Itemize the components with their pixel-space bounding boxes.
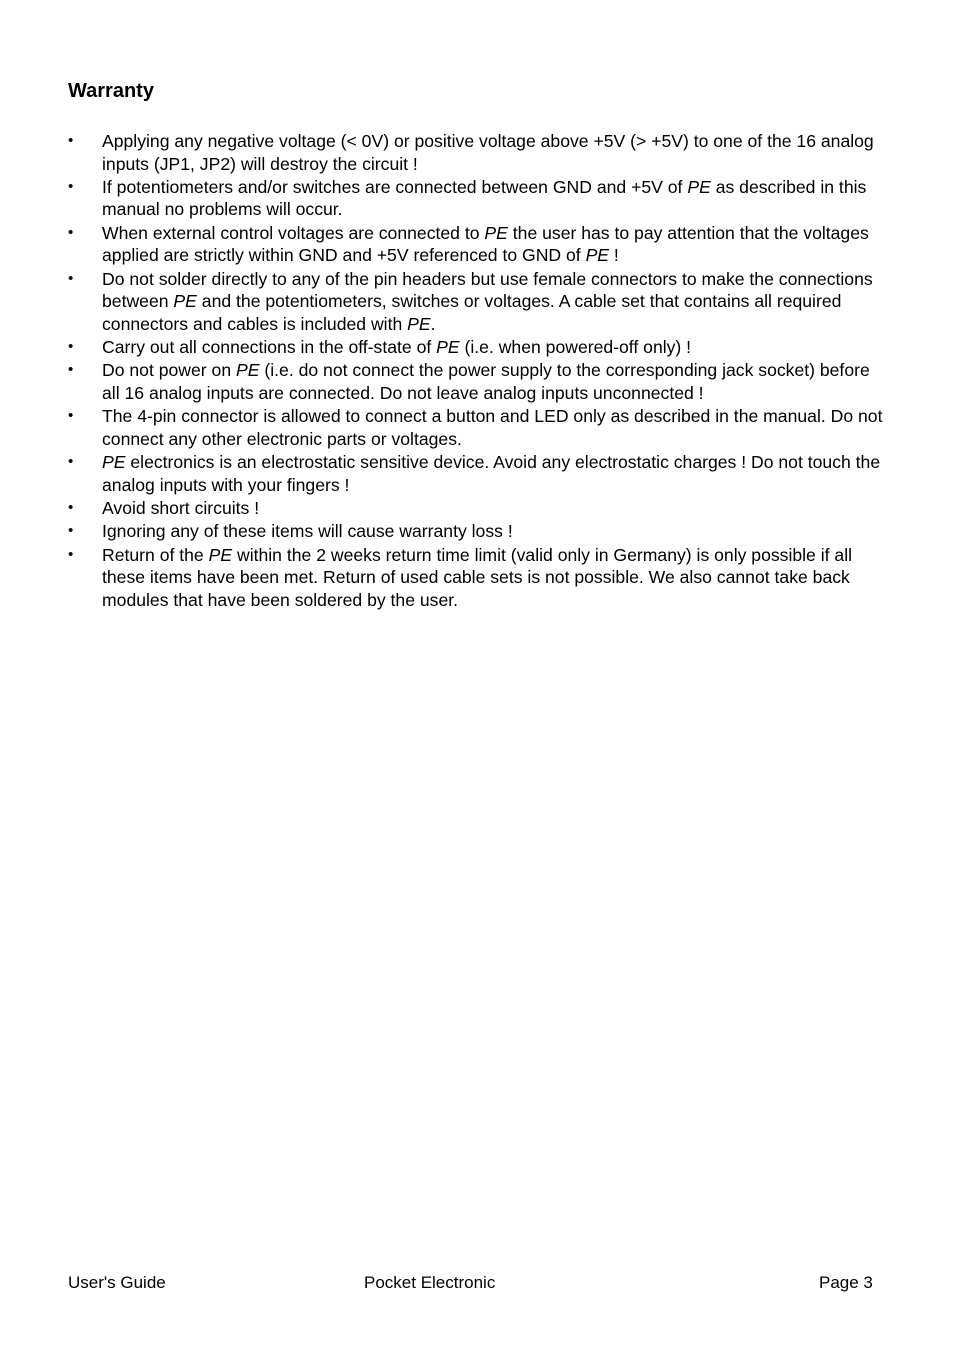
product-name-text: PE — [407, 313, 431, 334]
bullet-icon: • — [68, 361, 74, 379]
product-name-text: PE — [687, 176, 711, 197]
list-item-text: . — [430, 313, 436, 334]
list-item-text: When external control voltages are connected to — [102, 222, 485, 243]
list-item-text: within the 2 weeks return time limit (valid only in Germany) is only possible if all these items have been met. Return of used cable sets is not possible. We also cannot take back modules that have been soldered by the user. — [102, 544, 853, 610]
bullet-icon: • — [68, 223, 74, 241]
product-name-text: PE — [102, 452, 126, 473]
list-item — [68, 405, 888, 450]
list-item-text: Applying any negative voltage (< 0V) or positive voltage above +5V (> +5V) to one of the 16 analog inputs (JP1, JP2) will destroy the circuit ! — [102, 131, 874, 174]
footer-center: Pocket Electronic — [364, 1273, 496, 1292]
list-item-text: The 4-pin connector is allowed to connect a button and LED only as described in the manual. Do not connect any other electronic parts or voltages. — [102, 406, 883, 449]
list-item — [68, 544, 888, 612]
product-name-text: PE — [208, 544, 233, 565]
list-item — [68, 451, 888, 496]
list-item-text: (i.e. when powered-off only) ! — [459, 337, 692, 358]
list-item — [68, 268, 888, 336]
list-item-text: ! — [609, 245, 619, 266]
list-item-text: the user has to pay attention that the voltages applied are strictly within GND and +5V referenced to GND of — [102, 222, 869, 266]
bullet-icon: • — [68, 269, 74, 287]
footer-right: Page 3 — [819, 1273, 873, 1292]
list-item-text: Carry out all connections in the off-state of — [102, 337, 437, 358]
bullet-icon: • — [68, 499, 74, 516]
bullet-icon: • — [68, 407, 74, 425]
bullet-icon: • — [68, 453, 74, 471]
product-name-text: PE — [236, 360, 260, 381]
list-item-text: and the potentiometers, switches or voltages. A cable set that contains all required connectors and cables is included with — [102, 291, 842, 334]
product-name-text: PE — [173, 291, 197, 312]
warranty-list — [68, 130, 888, 612]
list-item — [68, 497, 888, 520]
list-item-text: (i.e. do not connect the power supply to the corresponding jack socket) before all 16 analog inputs are connected. Do not leave analog inputs unconnected ! — [102, 360, 870, 403]
footer-left: User's Guide — [68, 1273, 166, 1292]
list-item — [68, 336, 888, 359]
bullet-icon: • — [68, 522, 74, 540]
bullet-icon: • — [68, 132, 74, 149]
list-item — [68, 359, 888, 404]
list-item-text: Do not power on — [102, 360, 236, 381]
list-item — [68, 520, 888, 543]
product-name-text: PE — [484, 222, 508, 243]
bullet-icon: • — [68, 177, 74, 195]
list-item — [68, 176, 888, 221]
list-item-text: electronics is an electrostatic sensitive device. Avoid any electrostatic charges ! Do not touch the analog inputs with your fingers ! — [102, 452, 881, 495]
product-name-text: PE — [436, 337, 460, 358]
list-item-text: If potentiometers and/or switches are connected between GND and +5V of — [102, 176, 688, 197]
product-name-text: PE — [585, 245, 610, 266]
page-title: Warranty — [68, 80, 154, 102]
list-item — [68, 130, 888, 175]
list-item-text: Return of the — [102, 544, 209, 565]
list-item-text: Avoid short circuits ! — [102, 498, 260, 518]
list-item — [68, 222, 888, 267]
list-item-text: as described in this manual no problems will occur. — [102, 176, 867, 220]
list-item-text: Ignoring any of these items will cause warranty loss ! — [102, 521, 513, 542]
list-item-text: Do not solder directly to any of the pin headers but use female connectors to make the connections between — [102, 268, 873, 312]
bullet-icon: • — [68, 545, 74, 563]
bullet-icon: • — [68, 338, 74, 356]
